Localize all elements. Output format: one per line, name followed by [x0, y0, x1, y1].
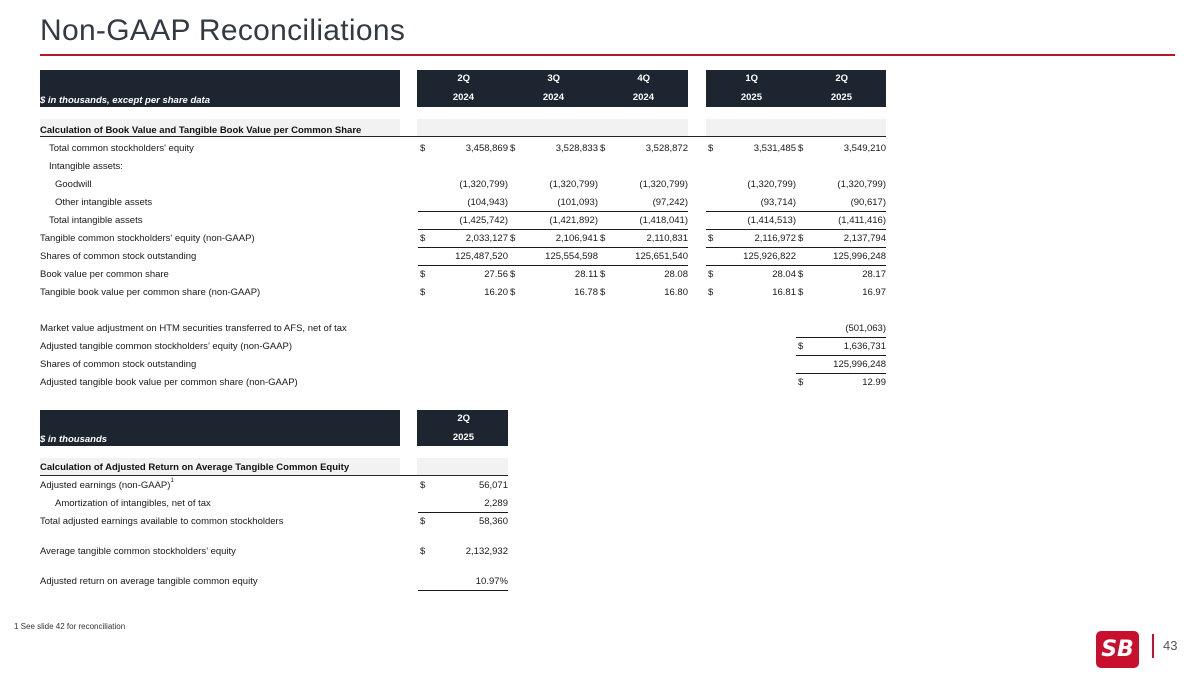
- cell-value: 2,033,127: [465, 233, 508, 244]
- value-cell: [418, 143, 508, 157]
- row-label: Other intangible assets: [55, 197, 153, 208]
- currency-symbol: $: [600, 287, 606, 298]
- cell-value: (90,617): [850, 197, 886, 208]
- value-cell: [796, 377, 886, 391]
- section-band: [417, 119, 688, 136]
- cell-value: 2,106,941: [555, 233, 598, 244]
- table2-units-label: $ in thousands: [40, 434, 108, 445]
- row-label: Market value adjustment on HTM securities transferred to AFS, net of tax: [40, 323, 347, 334]
- currency-symbol: $: [510, 287, 516, 298]
- value-cell: [418, 179, 508, 193]
- cell-value: 16.81: [772, 287, 796, 298]
- value-cell: [796, 215, 886, 230]
- section-band: [417, 458, 508, 475]
- col-header-quarter: 1Q: [745, 73, 758, 84]
- value-cell: [598, 143, 688, 157]
- col-header-quarter: 3Q: [547, 73, 560, 84]
- currency-symbol: $: [798, 341, 804, 352]
- cell-value: 125,554,598: [545, 251, 598, 262]
- cell-value: 16.78: [574, 287, 598, 298]
- col-header-year: 2025: [830, 92, 852, 103]
- section-underline: [40, 136, 886, 137]
- row-label: Amortization of intangibles, net of tax: [55, 498, 211, 509]
- cell-value: 16.80: [664, 287, 688, 298]
- company-logo: SB: [1096, 631, 1139, 668]
- cell-value: 2,132,932: [465, 546, 508, 557]
- cell-value: 28.04: [772, 269, 796, 280]
- currency-symbol: $: [420, 287, 426, 298]
- value-cell: [706, 251, 796, 266]
- value-cell: [796, 269, 886, 283]
- section-band: [706, 119, 886, 136]
- cell-value: (1,320,799): [747, 179, 796, 190]
- value-cell: [418, 233, 508, 248]
- currency-symbol: $: [798, 377, 804, 388]
- value-cell: [796, 233, 886, 248]
- row-label: Tangible common stockholders' equity (non-GAAP): [40, 233, 255, 244]
- currency-symbol: $: [420, 143, 426, 154]
- value-cell: [796, 197, 886, 212]
- value-cell: [418, 516, 508, 530]
- row-label: Adjusted return on average tangible common equity: [40, 576, 258, 587]
- row-label: Total common stockholders' equity: [49, 143, 194, 154]
- cell-value: 3,549,210: [843, 143, 886, 154]
- col-header-quarter: 2Q: [457, 73, 470, 84]
- cell-value: (93,714): [760, 197, 796, 208]
- value-cell: [418, 251, 508, 266]
- value-cell: [598, 233, 688, 248]
- value-cell: [796, 359, 886, 374]
- currency-symbol: $: [600, 143, 606, 154]
- cell-value: 28.11: [574, 269, 598, 280]
- cell-value: 2,137,794: [843, 233, 886, 244]
- currency-symbol: $: [708, 269, 714, 280]
- currency-symbol: $: [420, 269, 426, 280]
- cell-value: 125,996,248: [833, 251, 886, 262]
- cell-value: 3,531,485: [753, 143, 796, 154]
- value-cell: [418, 498, 508, 513]
- currency-symbol: $: [708, 287, 714, 298]
- value-cell: [796, 341, 886, 356]
- row-label-text: Adjusted earnings (non-GAAP): [40, 480, 171, 491]
- col-header-quarter: 4Q: [637, 73, 650, 84]
- col-header-year: 2024: [452, 92, 474, 103]
- cell-value: (97,242): [652, 197, 688, 208]
- cell-value: 27.56: [484, 269, 508, 280]
- value-cell: [796, 323, 886, 338]
- value-cell: [508, 233, 598, 248]
- row-label: Average tangible common stockholders’ equity: [40, 546, 236, 557]
- value-cell: [598, 197, 688, 212]
- section-title: Calculation of Adjusted Return on Average Tangible Common Equity: [40, 462, 350, 473]
- currency-symbol: $: [510, 269, 516, 280]
- value-cell: [418, 215, 508, 230]
- cell-value: (1,411,416): [838, 215, 886, 226]
- value-cell: [706, 215, 796, 230]
- value-cell: [796, 179, 886, 193]
- value-cell: [418, 480, 508, 494]
- cell-value: (1,418,041): [639, 215, 688, 226]
- page-number: 43: [1163, 638, 1178, 653]
- cell-value: (1,414,513): [747, 215, 796, 226]
- value-cell: [796, 251, 886, 266]
- cell-value: 12.99: [862, 377, 886, 388]
- row-label: Adjusted tangible book value per common share (non-GAAP): [40, 377, 298, 388]
- cell-value: 28.17: [862, 269, 886, 280]
- value-cell: [418, 287, 508, 301]
- currency-symbol: $: [600, 269, 606, 280]
- value-cell: [508, 287, 598, 301]
- cell-value: 125,926,822: [743, 251, 796, 262]
- col-header-year: 2024: [542, 92, 564, 103]
- cell-value: 3,528,833: [555, 143, 598, 154]
- row-label: Book value per common share: [40, 269, 169, 280]
- value-cell: [508, 269, 598, 283]
- value-cell: [706, 179, 796, 193]
- cell-value: (1,320,799): [549, 179, 598, 190]
- cell-value: 3,458,869: [465, 143, 508, 154]
- value-cell: [418, 269, 508, 283]
- currency-symbol: $: [798, 143, 804, 154]
- cell-value: (104,943): [467, 197, 508, 208]
- currency-symbol: $: [600, 233, 606, 244]
- cell-value: (1,320,799): [837, 179, 886, 190]
- currency-symbol: $: [798, 287, 804, 298]
- value-cell: [508, 197, 598, 212]
- value-cell: [706, 233, 796, 248]
- row-label: Total adjusted earnings available to common stockholders: [40, 516, 284, 527]
- cell-value: 56,071: [478, 480, 508, 491]
- cell-value: 58,360: [478, 516, 508, 527]
- currency-symbol: $: [420, 480, 426, 491]
- title-divider: [40, 54, 1175, 56]
- value-cell: [706, 143, 796, 157]
- row-label: Adjusted tangible common stockholders’ equity (non-GAAP): [40, 341, 293, 352]
- cell-value: 2,110,831: [646, 233, 688, 244]
- value-cell: [706, 269, 796, 283]
- cell-value: 125,996,248: [833, 359, 886, 370]
- cell-value: 2,289: [484, 498, 508, 509]
- value-cell: [706, 197, 796, 212]
- value-cell: [508, 143, 598, 157]
- value-cell: [796, 287, 886, 301]
- value-cell: [598, 287, 688, 301]
- row-label: Intangible assets:: [49, 161, 123, 172]
- cell-value: 1,636,731: [843, 341, 886, 352]
- col-header-year: 2025: [740, 92, 762, 103]
- value-cell: [598, 251, 688, 266]
- row-label: Shares of common stock outstanding: [40, 251, 197, 262]
- currency-symbol: $: [420, 516, 426, 527]
- value-cell: [598, 179, 688, 193]
- row-label: Total intangible assets: [49, 215, 143, 226]
- cell-value: (501,063): [845, 323, 886, 334]
- currency-symbol: $: [798, 269, 804, 280]
- cell-value: (1,425,742): [459, 215, 508, 226]
- value-cell: [796, 143, 886, 157]
- row-label: [40, 480, 174, 491]
- page-title: Non-GAAP Reconciliations: [40, 14, 406, 47]
- currency-symbol: $: [420, 546, 426, 557]
- currency-symbol: $: [708, 233, 714, 244]
- footnote-marker: 1: [170, 478, 174, 484]
- value-cell: [508, 179, 598, 193]
- value-cell: [418, 197, 508, 212]
- row-label: Goodwill: [55, 179, 92, 190]
- row-label: Shares of common stock outstanding: [40, 359, 197, 370]
- value-cell: [508, 251, 598, 266]
- value-cell: [598, 215, 688, 230]
- value-cell: [508, 215, 598, 230]
- cell-value: (1,421,892): [549, 215, 598, 226]
- col-header-year: 2025: [452, 432, 474, 443]
- page-number-divider: [1152, 634, 1154, 658]
- cell-value: 125,487,520: [455, 251, 508, 262]
- currency-symbol: $: [798, 233, 804, 244]
- cell-value: 16.20: [484, 287, 508, 298]
- currency-symbol: $: [420, 233, 426, 244]
- col-header-quarter: 2Q: [835, 73, 848, 84]
- col-header-year: 2024: [632, 92, 654, 103]
- value-cell: [418, 576, 508, 591]
- section-title: Calculation of Book Value and Tangible Book Value per Common Share: [40, 125, 362, 136]
- cell-value: (101,093): [557, 197, 598, 208]
- cell-value: 16.97: [862, 287, 886, 298]
- footnote: 1 See slide 42 for reconciliation: [14, 622, 126, 631]
- col-header-quarter: 2Q: [457, 413, 470, 424]
- row-label: Tangible book value per common share (non-GAAP): [40, 287, 261, 298]
- currency-symbol: $: [510, 143, 516, 154]
- value-cell: [598, 269, 688, 283]
- cell-value: 3,528,872: [645, 143, 688, 154]
- currency-symbol: $: [708, 143, 714, 154]
- cell-value: 10.97%: [475, 576, 508, 587]
- cell-value: 2,116,972: [754, 233, 796, 244]
- cell-value: (1,320,799): [639, 179, 688, 190]
- section-underline: [40, 475, 508, 476]
- table1-units-label: $ in thousands, except per share data: [40, 95, 210, 106]
- cell-value: (1,320,799): [459, 179, 508, 190]
- cell-value: 125,651,540: [635, 251, 688, 262]
- value-cell: [706, 287, 796, 301]
- currency-symbol: $: [510, 233, 516, 244]
- cell-value: 28.08: [664, 269, 688, 280]
- value-cell: [418, 546, 508, 560]
